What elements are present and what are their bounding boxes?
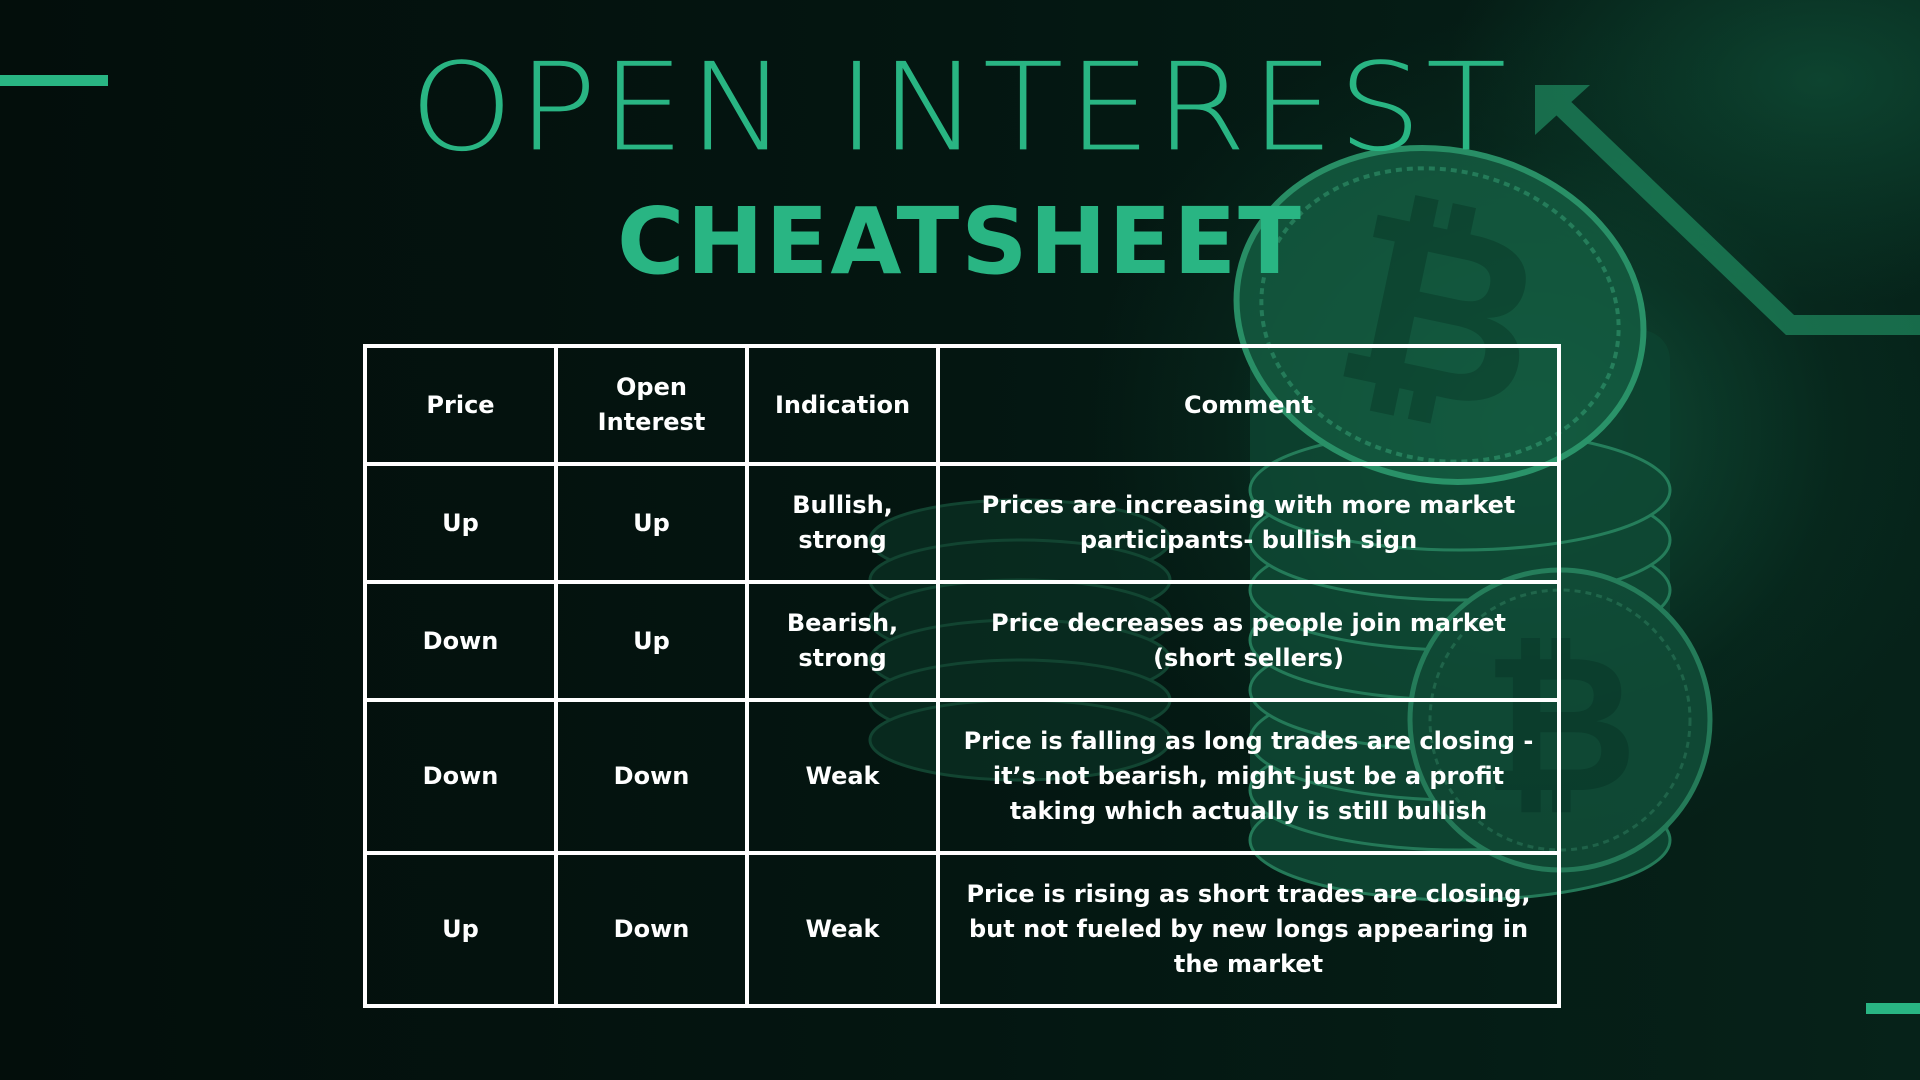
cell-indication: Bearish, strong	[747, 582, 938, 700]
cell-price: Up	[365, 464, 556, 582]
cell-comment: Price is falling as long trades are closing - it’s not bearish, might just be a profit taking which actually is still bullish	[938, 700, 1559, 853]
cell-price: Down	[365, 700, 556, 853]
page-title: OPEN INTEREST	[409, 37, 1511, 179]
table-row	[365, 700, 1559, 853]
table-row	[365, 853, 1559, 1006]
cell-open-interest: Down	[556, 700, 747, 853]
header-comment: Comment	[938, 346, 1559, 464]
cell-open-interest: Up	[556, 582, 747, 700]
cell-open-interest: Down	[556, 853, 747, 1006]
cell-comment: Price is rising as short trades are closing, but not fueled by new longs appearing in the market	[938, 853, 1559, 1006]
cell-price: Up	[365, 853, 556, 1006]
cell-open-interest: Up	[556, 464, 747, 582]
header-price: Price	[365, 346, 556, 464]
table-header-row	[365, 346, 1559, 464]
cell-comment: Prices are increasing with more market participants- bullish sign	[938, 464, 1559, 582]
cell-price: Down	[365, 582, 556, 700]
open-interest-table	[363, 344, 1561, 1008]
table-row	[365, 582, 1559, 700]
svg-text:₿: ₿	[1482, 614, 1638, 835]
cell-indication: Bullish, strong	[747, 464, 938, 582]
header-indication: Indication	[747, 346, 938, 464]
cell-comment: Price decreases as people join market (short sellers)	[938, 582, 1559, 700]
svg-text:₿: ₿	[1315, 154, 1566, 470]
header-open-interest: Open Interest	[556, 346, 747, 464]
cell-indication: Weak	[747, 700, 938, 853]
table-row	[365, 464, 1559, 582]
page-subtitle: CHEATSHEET	[617, 188, 1303, 295]
decorative-line-right	[1866, 1003, 1920, 1014]
cell-indication: Weak	[747, 853, 938, 1006]
